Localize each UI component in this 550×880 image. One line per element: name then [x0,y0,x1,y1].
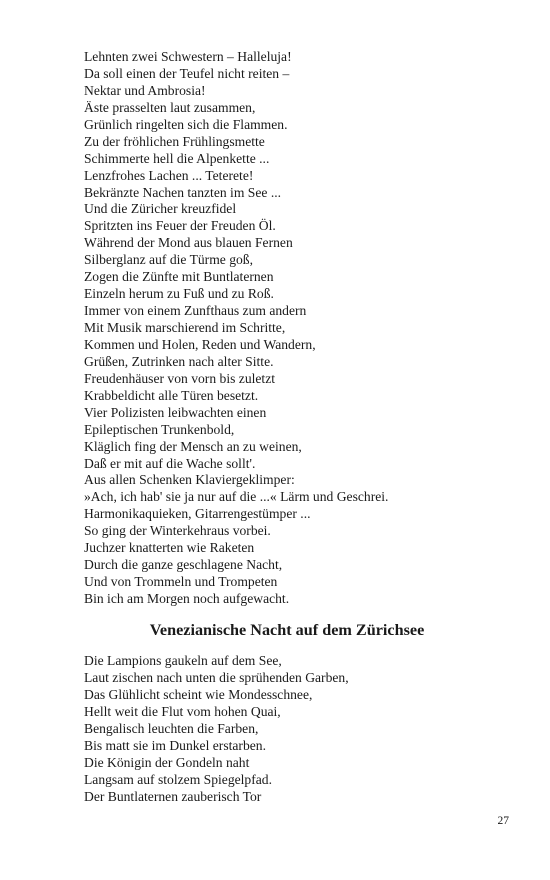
poem-line: Äste prasselten laut zusammen, [84,99,256,115]
poem-line: Immer von einem Zunfthaus zum andern [84,303,307,319]
poem-line: Durch die ganze geschlagene Nacht, [84,557,283,573]
page-number: 27 [497,815,509,827]
poem-line: Und die Züricher kreuzfidel [84,201,237,217]
poem-line: Der Buntlaternen zauberisch Tor [84,788,262,804]
poem-line: Grünlich ringelten sich die Flammen. [84,116,288,132]
poem-line: Mit Musik marschierend im Schritte, [84,320,286,335]
poem-line: Zogen die Zünfte mit Buntlaternen [84,269,274,285]
poem-line: Aus allen Schenken Klaviergeklimper: [84,472,295,488]
poem-line: Kommen und Holen, Reden und Wandern, [84,336,316,352]
poem-line: Die Lampions gaukeln auf dem See, [84,653,282,668]
poem-line: Kläglich fing der Mensch an zu weinen, [84,438,302,454]
poem-line: Harmonikaquieken, Gitarrengestümper ... [84,506,311,522]
poem-line: Epileptischen Trunkenbold, [84,421,235,437]
poem-line: Lehnten zwei Schwestern – Halleluja! [84,49,292,64]
poem-line: Einzeln herum zu Fuß und zu Roß. [84,286,274,302]
poem-title: Venezianische Nacht auf dem Zürichsee [149,621,425,639]
poem-line: Bengalisch leuchten die Farben, [84,720,259,736]
poem-line: Da soll einen der Teufel nicht reiten – [84,65,290,81]
poem-line: Zu der fröhlichen Frühlingsmette [84,133,265,149]
poem-line: Vier Polizisten leibwachten einen [84,404,267,420]
poem-line: Langsam auf stolzem Spiegelpfad. [84,771,272,787]
poem-line: Bin ich am Morgen noch aufgewacht. [84,591,290,606]
poem-line: Freudenhäuser von vorn bis zuletzt [84,370,276,386]
poem-line: Daß er mit auf die Wache sollt'. [84,455,256,471]
poem-line: Und von Trommeln und Trompeten [84,574,278,590]
poem-line: Während der Mond aus blauen Fernen [84,235,293,251]
poem-line: Laut zischen nach unten die sprühenden Garben, [84,669,349,685]
poem-continuation [84,49,388,608]
poem-line: Grüßen, Zutrinken nach alter Sitte. [84,353,274,369]
poem-venezianische-nacht [84,653,349,805]
poem-line: Spritzten ins Feuer der Freuden Öl. [84,218,276,234]
poem-line: Krabbeldicht alle Türen besetzt. [84,387,259,403]
poem-line: Schimmerte hell die Alpenkette ... [84,150,270,166]
poem-line: Silberglanz auf die Türme goß, [84,252,253,268]
poem-line: Bekränzte Nachen tanzten im See ... [84,184,282,200]
poem-line: Nektar und Ambrosia! [84,82,206,98]
poem-line: Lenzfrohes Lachen ... Teterete! [84,167,254,183]
poem-line: So ging der Winterkehraus vorbei. [84,523,271,539]
poem-line: »Ach, ich hab' sie ja nur auf die ...« Lärm und Geschrei. [84,489,389,505]
poem-line: Hellt weit die Flut vom hohen Quai, [84,703,281,719]
poem-line: Das Glühlicht scheint wie Mondesschnee, [84,686,313,702]
poem-line: Bis matt sie im Dunkel erstarben. [84,737,266,753]
poem-line: Die Königin der Gondeln naht [84,754,250,770]
poem-line: Juchzer knatterten wie Raketen [84,540,255,556]
